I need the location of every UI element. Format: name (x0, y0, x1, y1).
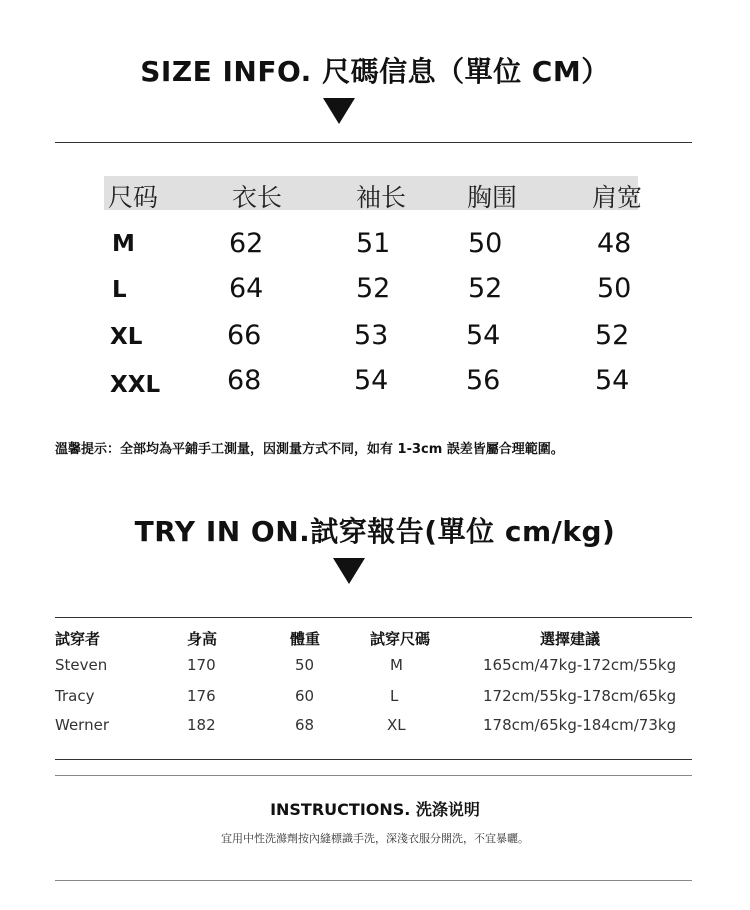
size-value: 56 (466, 365, 501, 396)
size-label: L (112, 277, 127, 303)
tester-name: Tracy (55, 687, 95, 705)
tester-name: Werner (55, 716, 109, 734)
size-label: XXL (110, 372, 161, 398)
instructions-title: INSTRUCTIONS. 洗涤说明 (270, 800, 480, 819)
size-header-length: 衣长 (232, 183, 283, 212)
instructions-text: 宜用中性洗滌劑按內縫標識手洗，深淺衣服分開洗，不宜暴曬。 (221, 832, 529, 845)
size-value: 50 (597, 273, 632, 304)
tester-weight: 68 (295, 716, 315, 734)
divider (55, 775, 692, 776)
down-arrow-icon (323, 98, 355, 124)
try-header-height: 身高 (187, 630, 218, 648)
divider (55, 880, 692, 881)
tester-name: Steven (55, 656, 108, 674)
size-value: 54 (466, 320, 501, 351)
size-label: M (112, 231, 135, 257)
try-header-tester: 試穿者 (55, 630, 101, 648)
size-value: 54 (595, 365, 630, 396)
size-value: 51 (356, 228, 391, 259)
tester-height: 182 (187, 716, 216, 734)
down-arrow-icon (333, 558, 365, 584)
tester-suggestion: 178cm/65kg-184cm/73kg (483, 716, 677, 734)
size-value: 64 (229, 273, 264, 304)
size-value: 68 (227, 365, 262, 396)
size-value: 50 (468, 228, 503, 259)
size-value: 52 (356, 273, 391, 304)
size-label: XL (110, 324, 143, 350)
tester-size: M (390, 656, 403, 674)
divider (55, 617, 692, 618)
size-value: 52 (595, 320, 630, 351)
tester-weight: 50 (295, 656, 315, 674)
tester-size: L (390, 687, 399, 705)
tester-suggestion: 165cm/47kg-172cm/55kg (483, 656, 677, 674)
try-on-title: TRY IN ON.試穿報告(單位 cm/kg) (134, 515, 616, 548)
tester-suggestion: 172cm/55kg-178cm/65kg (483, 687, 677, 705)
try-header-suggestion: 選擇建議 (540, 630, 601, 648)
tester-height: 176 (187, 687, 216, 705)
size-value: 52 (468, 273, 503, 304)
size-header-size: 尺码 (108, 183, 159, 212)
try-header-size: 試穿尺碼 (370, 630, 431, 648)
divider (55, 142, 692, 143)
measurement-tip: 溫馨提示：全部均為平鋪手工測量，因測量方式不同，如有 1-3cm 誤差皆屬合理範圍。 (55, 442, 564, 457)
size-header-chest: 胸围 (467, 183, 518, 212)
divider (55, 759, 692, 760)
size-header-sleeve: 袖长 (356, 183, 407, 212)
size-value: 54 (354, 365, 389, 396)
tester-height: 170 (187, 656, 216, 674)
tester-weight: 60 (295, 687, 315, 705)
size-value: 66 (227, 320, 262, 351)
size-value: 53 (354, 320, 389, 351)
tester-size: XL (387, 716, 406, 734)
size-info-title: SIZE INFO. 尺碼信息（單位 CM） (140, 55, 610, 88)
size-value: 48 (597, 228, 632, 259)
size-value: 62 (229, 228, 264, 259)
size-header-shoulder: 肩宽 (592, 183, 643, 212)
try-header-weight: 體重 (290, 630, 321, 648)
